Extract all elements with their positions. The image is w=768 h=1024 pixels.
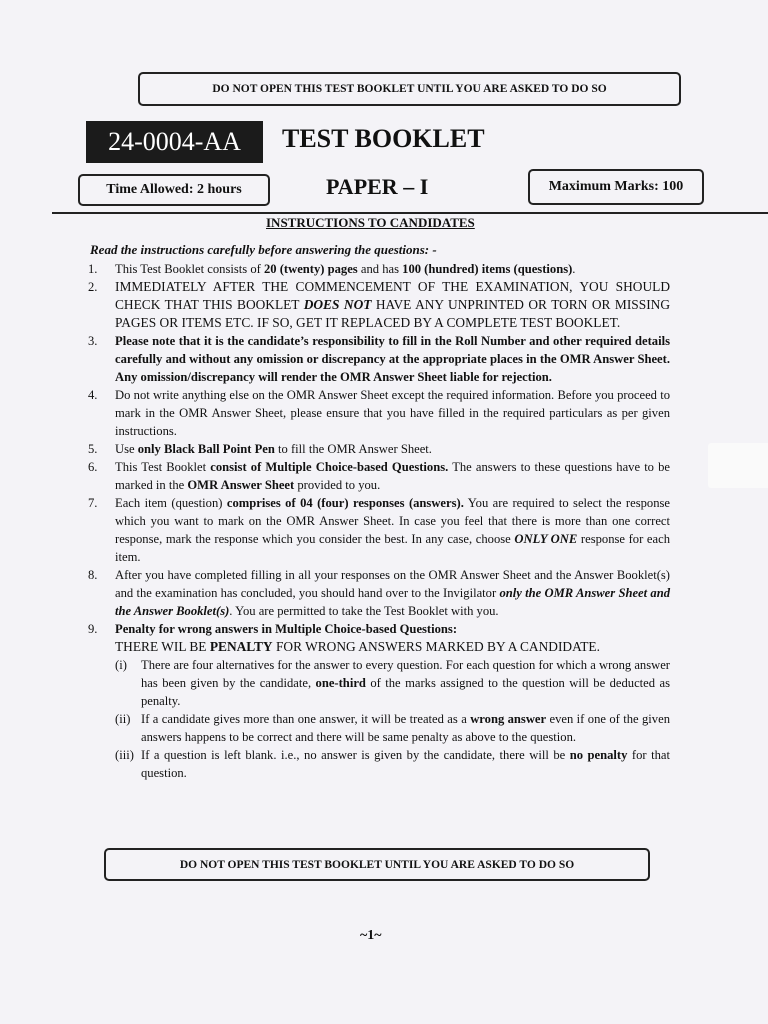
instruction-item (88, 332, 670, 386)
instruction-text: Penalty for wrong answers in Multiple Choice-based Questions: THERE WIL BE PENALTY FOR WRONG ANSWERS MARKED BY A CANDIDATE. (115, 622, 600, 654)
top-notice-box (138, 72, 681, 106)
instructions-list (88, 260, 670, 782)
subitem-number: (i) (115, 658, 127, 672)
instruction-item (88, 566, 670, 620)
time-allowed-text: Time Allowed: 2 hours (106, 182, 242, 197)
instruction-text: This Test Booklet consist of Multiple Choice-based Questions. The answers to these questions have to be marked in the OMR Answer Sheet provided to you. (115, 460, 671, 492)
time-allowed-box (78, 174, 270, 206)
penalty-subitem (88, 746, 670, 782)
bottom-notice-text: DO NOT OPEN THIS TEST BOOKLET UNTIL YOU ARE ASKED TO DO SO (179, 858, 575, 871)
instruction-item (88, 260, 670, 278)
instruction-text: Please note that it is the candidate’s responsibility to fill in the Roll Number and other required details carefully and without any omission or discrepancy at the appropriate places in the OMR Answer Sheet. Any omission/discrepancy will render the OMR Answer Sheet liable for rejection. (115, 334, 670, 384)
instruction-number: 3. (88, 334, 98, 348)
instruction-number: 8. (88, 568, 98, 582)
instruction-text: Use only Black Ball Point Pen to fill the OMR Answer Sheet. (115, 442, 432, 456)
booklet-title: TEST BOOKLET (282, 124, 485, 153)
instruction-number: 9. (88, 622, 98, 636)
penalty-subitem (88, 710, 670, 746)
booklet-code: 24-0004-AA (86, 121, 263, 163)
subitem-text: If a candidate gives more than one answer, it will be treated as a wrong answer even if one of the given answers happens to be correct and there will be same penalty as above to the question. (141, 712, 670, 744)
instruction-text: After you have completed filling in all your responses on the OMR Answer Sheet and the Answer Booklet(s) and the examination has concluded, you should hand over to the Invigilator only the OMR Answer Sheet and the Answer Booklet(s). You are permitted to take the Test Booklet with you. (115, 568, 670, 618)
subitem-number: (ii) (115, 712, 131, 726)
subitem-text: There are four alternatives for the answer to every question. For each question for which a wrong answer has been given by the candidate, one-third of the marks assigned to the question will be deducted as penalty. (141, 658, 670, 708)
instruction-number: 4. (88, 388, 98, 402)
top-notice-text: DO NOT OPEN THIS TEST BOOKLET UNTIL YOU ARE ASKED TO DO SO (212, 83, 607, 95)
max-marks-text: Maximum Marks: 100 (548, 179, 684, 194)
instruction-item (88, 620, 670, 656)
instruction-item (88, 278, 670, 332)
instructions-heading: INSTRUCTIONS TO CANDIDATES (266, 215, 475, 230)
instruction-number: 6. (88, 460, 98, 474)
max-marks-box (528, 169, 704, 205)
instruction-number: 7. (88, 496, 98, 510)
header-divider (52, 212, 768, 214)
instruction-item (88, 386, 670, 440)
instruction-text: IMMEDIATELY AFTER THE COMMENCEMENT OF THE EXAMINATION, YOU SHOULD CHECK THAT THIS BOOKLET DOES NOT HAVE ANY UNPRINTED OR TORN OR MISSING PAGES OR ITEMS ETC. IF SO, GET IT REPLACED BY A COMPLETE TEST BOOKLET. (115, 279, 670, 330)
subitem-number: (iii) (115, 748, 134, 762)
page-tab (708, 443, 768, 488)
instructions-lead: Read the instructions carefully before answering the questions: - (90, 242, 437, 257)
instruction-item (88, 458, 670, 494)
instruction-text: This Test Booklet consists of 20 (twenty) pages and has 100 (hundred) items (questions). (115, 262, 576, 276)
instruction-item (88, 494, 670, 566)
instruction-number: 5. (88, 442, 98, 456)
instruction-number: 2. (88, 280, 98, 294)
instruction-text: Each item (question) comprises of 04 (four) responses (answers). You are required to select the response which you want to mark on the OMR Answer Sheet. In case you feel that there is more than one correct response, mark the response which you consider the best. In any case, choose ONLY ONE response for each item. (115, 496, 670, 564)
bottom-notice-box (104, 848, 650, 881)
paper-title: PAPER – I (326, 174, 429, 199)
instruction-number: 1. (88, 262, 98, 276)
page-number: ~1~ (360, 928, 382, 943)
penalty-subitem (88, 656, 670, 710)
instruction-item (88, 440, 670, 458)
subitem-text: If a question is left blank. i.e., no answer is given by the candidate, there will be no penalty for that question. (141, 748, 670, 780)
instruction-text: Do not write anything else on the OMR Answer Sheet except the required information. Before you proceed to mark in the OMR Answer Sheet, please ensure that you have filled in the required particulars as per given instructions. (115, 388, 670, 438)
